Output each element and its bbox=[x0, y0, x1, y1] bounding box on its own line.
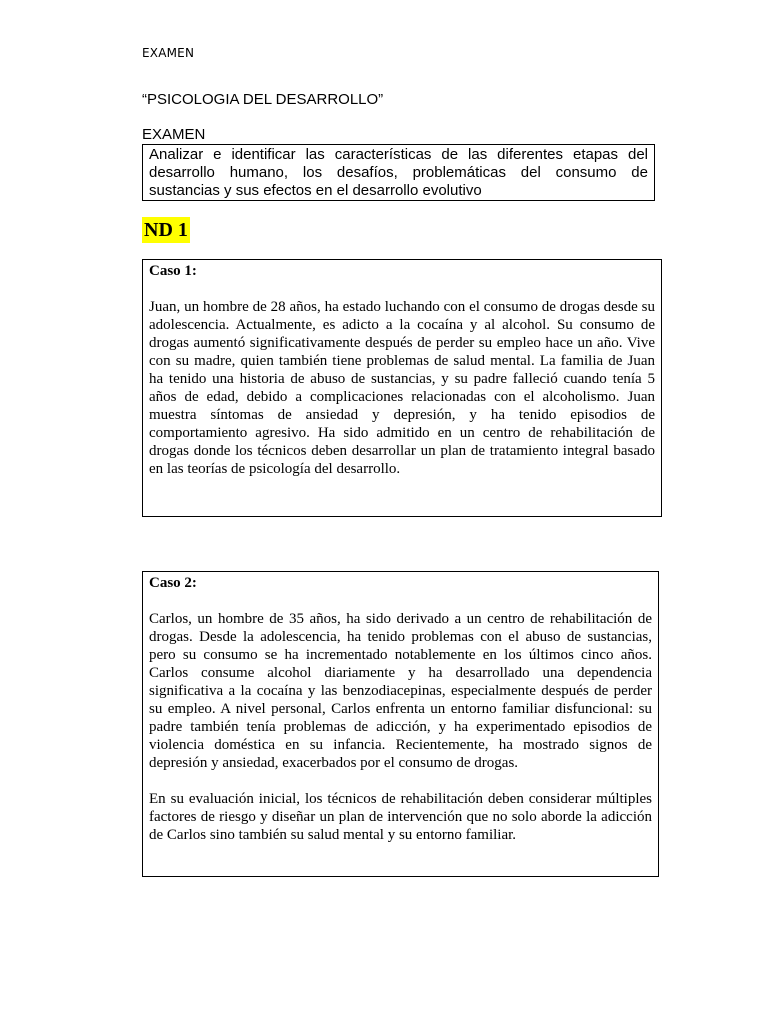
case-2-box bbox=[142, 571, 659, 877]
case-1-paragraph-1: Juan, un hombre de 28 años, ha estado luchando con el consumo de drogas desde su adolescencia. Actualmente, es adicto a la cocaína y al alcohol. Su consumo de drogas aumentó significativamente después de perder su empleo hace un año. Vive con su madre, quien también tiene problemas de salud mental. La familia de Juan ha tenido una historia de abuso de sustancias, y su padre falleció cuando tenía 5 años de edad, debido a complicaciones relacionadas con el alcoholismo. Juan muestra síntomas de ansiedad y depresión, y ha tenido episodios de comportamiento agresivo. Ha sido admitido en un centro de rehabilitación de drogas donde los técnicos deben desarrollar un plan de tratamiento integral basado en las teorías de psicología del desarrollo. bbox=[149, 299, 655, 477]
section-heading-nd1: ND 1 bbox=[144, 219, 188, 241]
case-2-title: Caso 2: bbox=[149, 575, 197, 591]
case-1-box bbox=[142, 259, 662, 517]
page-header-label: EXAMEN bbox=[142, 46, 195, 60]
exam-label: EXAMEN bbox=[142, 126, 206, 143]
document-title: “PSICOLOGIA DEL DESARROLLO” bbox=[142, 91, 384, 108]
objective-box bbox=[142, 144, 655, 201]
case-2-paragraph-2: En su evaluación inicial, los técnicos de rehabilitación deben considerar múltiples factores de riesgo y diseñar un plan de intervención que no solo aborde la adicción de Carlos sino también su salud mental y su entorno familiar. bbox=[149, 791, 652, 843]
objective-text: Analizar e identificar las características de las diferentes etapas del desarrollo humano, los desafíos, problemáticas del consumo de sustancias y sus efectos en el desarrollo evolutivo bbox=[149, 146, 648, 199]
case-2-paragraph-1: Carlos, un hombre de 35 años, ha sido derivado a un centro de rehabilitación de drogas. Desde la adolescencia, ha tenido problemas con el abuso de sustancias, pero su consumo se ha incrementado notablemente en los últimos cinco años. Carlos consume alcohol diariamente y ha desarrollado una dependencia significativa a la cocaína y las benzodiacepinas, especialmente después de perder su empleo. A nivel personal, Carlos enfrenta un entorno familiar disfuncional: su padre también tenía problemas de adicción, y ha experimentado episodios de violencia doméstica en su infancia. Recientemente, ha mostrado signos de depresión y ansiedad, exacerbados por el consumo de drogas. bbox=[149, 611, 652, 771]
case-1-title: Caso 1: bbox=[149, 263, 197, 279]
